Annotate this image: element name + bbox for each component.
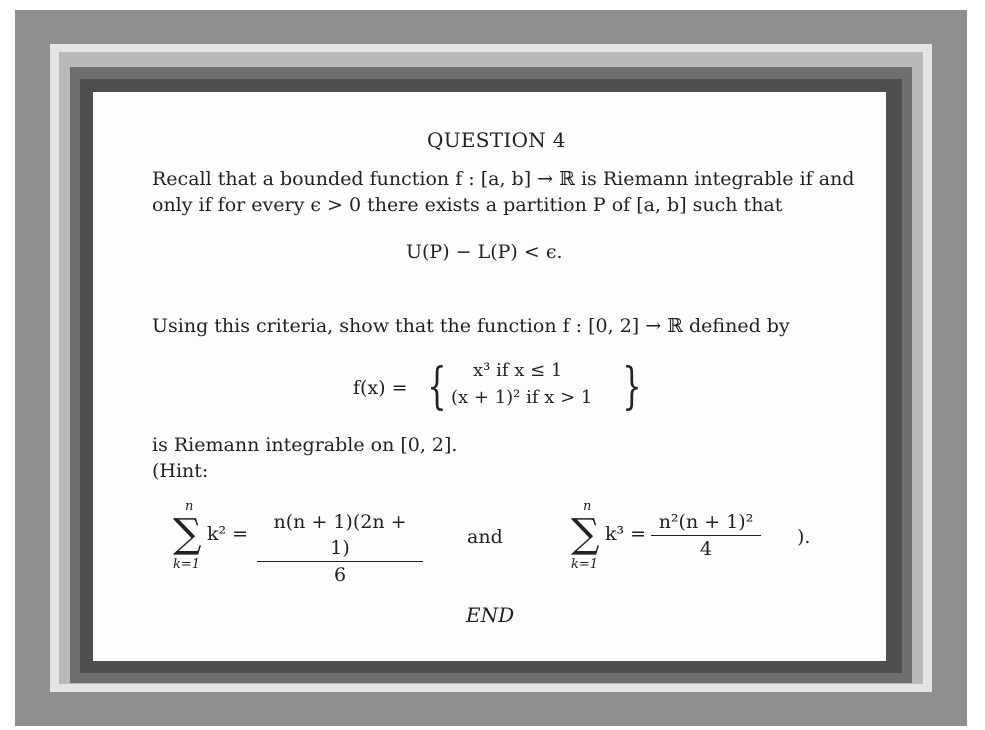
case-1: x³ if x ≤ 1: [473, 360, 563, 381]
fraction-denominator: 6: [333, 564, 347, 586]
sum-term: k³ =: [605, 523, 647, 545]
fraction: [257, 509, 423, 588]
sum-lower-limit: k=1: [173, 557, 201, 572]
hint-open: (Hint:: [152, 460, 209, 482]
function-lhs: f(x) =: [353, 377, 408, 399]
task-line: Using this criteria, show that the function f : [0, 2] → ℝ defined by: [152, 315, 790, 337]
sum-upper-limit: n: [583, 499, 592, 514]
end-marker: END: [466, 603, 515, 627]
sum-of-squares-formula: [169, 499, 429, 586]
fraction-denominator: 4: [699, 538, 713, 560]
sigma-symbol: ∑: [173, 511, 202, 557]
inequality: U(P) − L(P) < ϵ.: [406, 241, 563, 263]
fraction: [651, 509, 761, 562]
left-brace: {: [427, 357, 447, 415]
right-brace: }: [622, 357, 642, 415]
piecewise-function: [353, 357, 653, 420]
case-2: (x + 1)² if x > 1: [451, 387, 593, 408]
intro-line-2: only if for every ϵ > 0 there exists a partition P of [a, b] such that: [152, 194, 783, 216]
sigma-symbol: ∑: [571, 511, 600, 557]
fraction-numerator: n²(n + 1)²: [651, 509, 761, 536]
sum-lower-limit: k=1: [571, 557, 599, 572]
sum-term: k² =: [207, 523, 249, 545]
conclusion-line: is Riemann integrable on [0, 2].: [152, 434, 458, 456]
sum-upper-limit: n: [185, 499, 194, 514]
question-page: [93, 92, 886, 661]
fraction-numerator: n(n + 1)(2n + 1): [257, 509, 423, 562]
intro-line-1: Recall that a bounded function f : [a, b] → ℝ is Riemann integrable if and: [152, 168, 855, 190]
hint-close: ).: [797, 526, 811, 548]
sum-of-cubes-formula: [567, 499, 787, 585]
question-title: QUESTION 4: [427, 128, 566, 152]
and-word: and: [467, 526, 503, 548]
